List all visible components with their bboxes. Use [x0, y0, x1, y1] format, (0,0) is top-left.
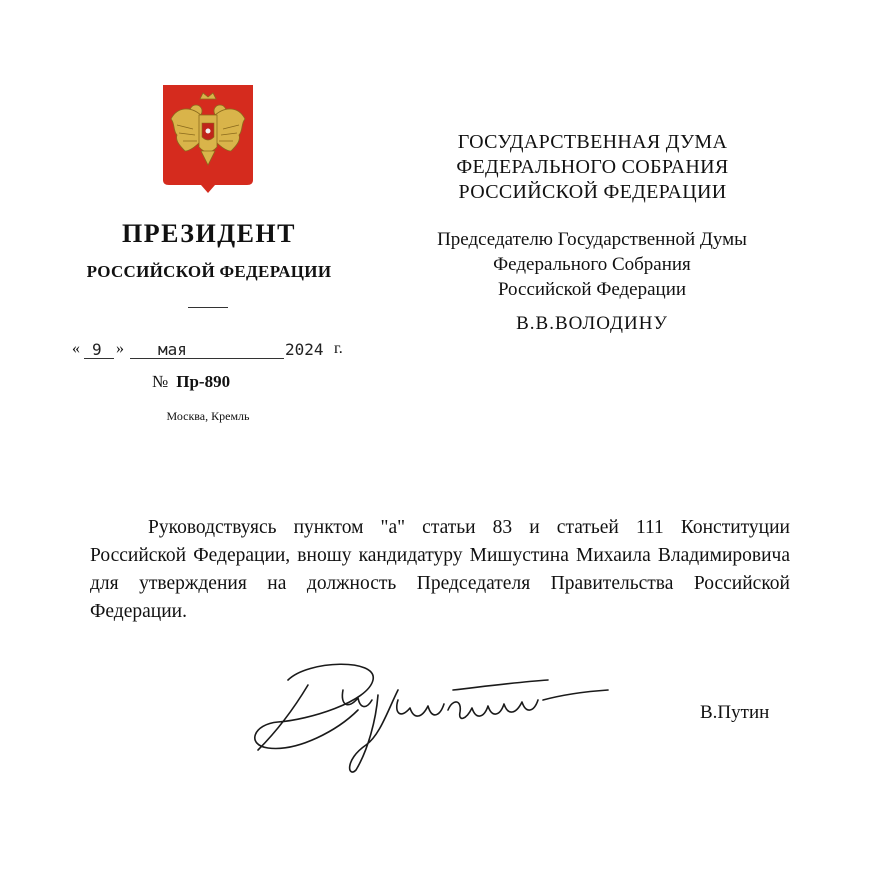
recipient-line: Председателю Государственной Думы — [437, 229, 747, 250]
coat-of-arms-icon — [163, 85, 253, 193]
recipient-name: В.В.ВОЛОДИНУ — [516, 313, 668, 334]
date-month: мая — [158, 340, 187, 359]
day-underline — [84, 358, 114, 359]
handwritten-signature — [248, 650, 648, 780]
document-number — [152, 372, 292, 392]
recipient-line: Федерального Собрания — [493, 254, 691, 275]
date-close-quote: » — [116, 340, 124, 357]
issuer-title: ПРЕЗИДЕНТ — [121, 219, 296, 248]
month-underline — [130, 358, 284, 359]
date-year: 2024 — [285, 340, 324, 359]
date-open-quote: « — [72, 340, 80, 357]
document-date — [72, 336, 362, 362]
letter-body: Руководствуясь пунктом "а" статьи 83 и статьей 111 Конституции Российской Федерации, вношу кандидатуру Мишустина Михаила Владимировича для утверждения на должность Председателя Правительства Российской Федерации. — [90, 517, 790, 622]
date-year-suffix: г. — [334, 340, 343, 357]
organization-line: ФЕДЕРАЛЬНОГО СОБРАНИЯ — [456, 156, 729, 178]
date-day: 9 — [92, 340, 102, 359]
recipient-position — [392, 227, 792, 302]
number-sign: № — [152, 372, 169, 391]
addressee-organization — [420, 130, 765, 205]
divider — [188, 307, 228, 308]
recipient-line: Российской Федерации — [497, 279, 687, 300]
organization-line: ГОСУДАРСТВЕННАЯ ДУМА — [457, 131, 728, 153]
issue-place: Москва, Кремль — [166, 409, 250, 423]
issuer-subtitle: РОССИЙСКОЙ ФЕДЕРАЦИИ — [86, 262, 332, 281]
number-value: Пр-890 — [176, 372, 231, 391]
signer-name: В.Путин — [700, 702, 770, 723]
organization-line: РОССИЙСКОЙ ФЕДЕРАЦИИ — [458, 181, 727, 203]
